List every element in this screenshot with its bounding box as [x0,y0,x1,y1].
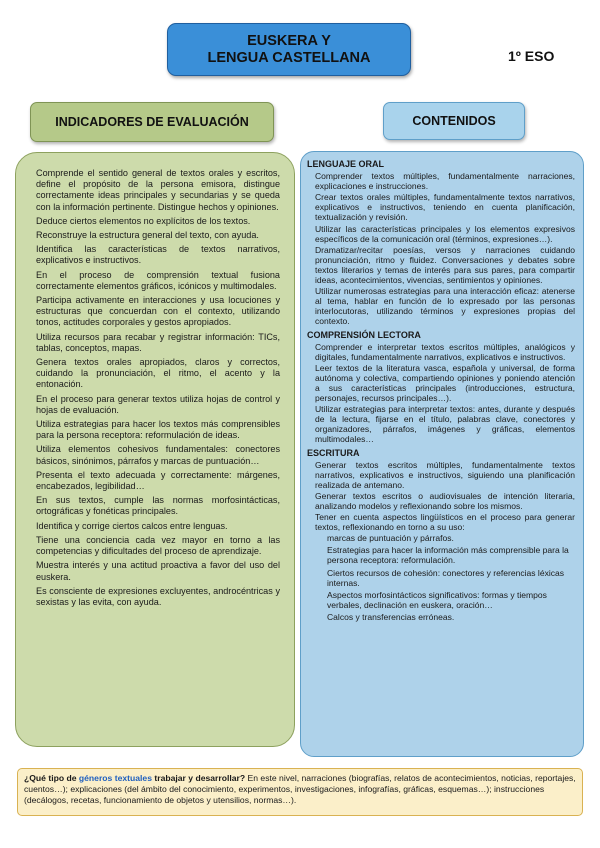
section-oral [307,159,575,327]
content-item: Utilizar estrategias para interpretar textos: antes, durante y después de la lectura, fijarse en el título, palabras clave, conectores y organizadores, párrafos, imágenes y gráficas, elementos multimodales… [315,404,575,445]
content-item: Leer textos de la literatura vasca, española y universal, de forma autónoma y colectiva, compartiendo opiniones y poniendo atención a sus características principales (introducciones, estructura, personajes, recursos principales…). [315,362,575,404]
genres-question-start: ¿Qué tipo de [24,773,79,783]
section-title-reading: COMPRENSIÓN LECTORA [307,329,421,340]
indicator: En el proceso para generar textos utiliza hojas de control y hojas de evaluación. [36,393,280,415]
content-item: Utilizar las características principales y los elementos expresivos específicos de la comunicación oral (términos, expresiones…). [315,223,575,244]
indicator: Genera textos orales apropiados, claros y correctos, cuidando la pronunciación, el ritmo, el acento y la entonación. [36,357,280,390]
section-title-oral: LENGUAJE ORAL [307,159,385,169]
content-subitem: Aspectos morfosintácticos significativos: formas y tiempos verbales, declinación en euskera, oración… [327,589,547,610]
indicator: Deduce ciertos elementos no explícitos de los textos. [36,215,251,226]
contents-panel [300,151,584,757]
content-subitem: Estrategias para hacer la información más comprensible para la persona receptora: reformulación. [327,545,569,566]
content-item: Dramatizar/recitar poesías, versos y narraciones cuidando pronunciación, ritmo y fluidez. Conversaciones y debates sobre textos literarios y temas de interés para sus pares, para compartir ideas, acontecimientos, vivencias, sentimientos y opiniones. [315,244,575,286]
indicator: Identifica y corrige ciertos calcos entre lenguas. [36,520,228,531]
genres-question-end: trabajar y desarrollar? [151,773,246,783]
indicator: Utiliza estrategias para hacer los textos más comprensibles para la persona receptora: reformulación de ideas. [36,419,280,441]
content-subitem: Calcos y transferencias erróneas. [327,611,455,622]
indicator: Participa activamente en interacciones y usa locuciones y estructuras que concuerdan con el contexto, utilizando tonos, actitudes corporales y gestos apropiados. [36,295,280,328]
content-item: Tener en cuenta aspectos lingüísticos en el proceso para generar textos, reflexionando en torno a su uso: [315,512,575,533]
genres-body: En este nivel, narraciones (biografías, relatos de acontecimientos, noticias, reportajes, cuentos…); explicaciones (del ámbito del conocimiento, experimentos, investigaciones, infografías, gráficas, esquemas…); instrucciones (decálogos, recetas, funcionamiento de objetos y utensilios, normas…). [24,773,576,805]
grade-label: 1º ESO [508,48,555,64]
indicator: Identifica las características de textos narrativos, explicativos e instructivos. [36,244,280,266]
content-item: Crear textos orales múltiples, fundamentalmente textos narrativos, explicativos e instructivos, teniendo en cuenta planificación, textualización y revisión. [315,192,575,223]
indicator: Utiliza elementos cohesivos fundamentales: conectores básicos, sinónimos, párrafos y marcas de puntuación… [36,444,280,466]
contents-header: CONTENIDOS [383,102,525,140]
indicators-panel [15,152,295,747]
indicators-header: INDICADORES DE EVALUACIÓN [30,102,274,142]
title-line-1: EUSKERA Y [247,32,331,49]
content-item: Comprender textos múltiples, fundamentalmente narraciones, explicaciones e instrucciones. [315,171,575,192]
genres-note [17,768,583,816]
section-reading [307,330,575,445]
title-line-2: LENGUA CASTELLANA [207,49,371,66]
section-title-writing: ESCRITURA [307,447,360,458]
genres-question-highlight: géneros textuales [78,773,152,783]
indicator: Tiene una conciencia cada vez mayor en torno a las competencias y dificultades del proceso de aprendizaje. [36,534,280,557]
content-item: Utilizar numerosas estrategias para una interacción eficaz: atenerse al tema, hablar en función de lo expresado por las personas interlocutoras, utilizando términos y expresiones propias del contexto. [315,286,575,327]
content-item: Generar textos escritos múltiples, fundamentalmente textos narrativos, explicativos e instructivos, siguiendo una planificación realizada de antemano. [315,459,575,490]
content-item: Comprender e interpretar textos escritos múltiples, analógicos y digitales, fundamentalmente narrativos, explicativos e instructivos. [315,341,575,362]
content-subitem: Ciertos recursos de cohesión: conectores y referencias léxicas internas. [327,567,565,588]
content-item: Generar textos escritos o audiovisuales de intención literaria, analizando modelos y reflexionando sobre los mismos. [315,490,575,511]
section-writing [307,448,575,623]
indicator: Muestra interés y una actitud proactiva a favor del uso del euskera. [36,560,280,582]
indicator: En sus textos, cumple las normas morfosintácticas, ortográficas y fonéticas principales. [36,495,280,517]
title-box [167,23,411,76]
indicator: Presenta el texto adecuada y correctamente: márgenes, encabezados, legibilidad… [36,469,280,492]
content-subitem: marcas de puntuación y párrafos. [327,533,454,544]
indicator: En el proceso de comprensión textual fusiona correctamente elementos gráficos, icónicos y multimodales. [36,269,280,291]
indicator: Comprende el sentido general de textos orales y escritos, define el propósito de la persona emisora, distingue correctamente ideas principales y secundarias y se queda con la información pertinente. Distingue hechos y opiniones. [36,168,280,212]
indicator: Reconstruye la estructura general del texto, con ayuda. [36,230,259,241]
indicator: Utiliza recursos para recabar y registrar información: TICs, tablas, conceptos, mapas. [36,331,280,353]
indicator: Es consciente de expresiones excluyentes, androcéntricas y sexistas y las evita, con ayuda. [36,585,280,607]
